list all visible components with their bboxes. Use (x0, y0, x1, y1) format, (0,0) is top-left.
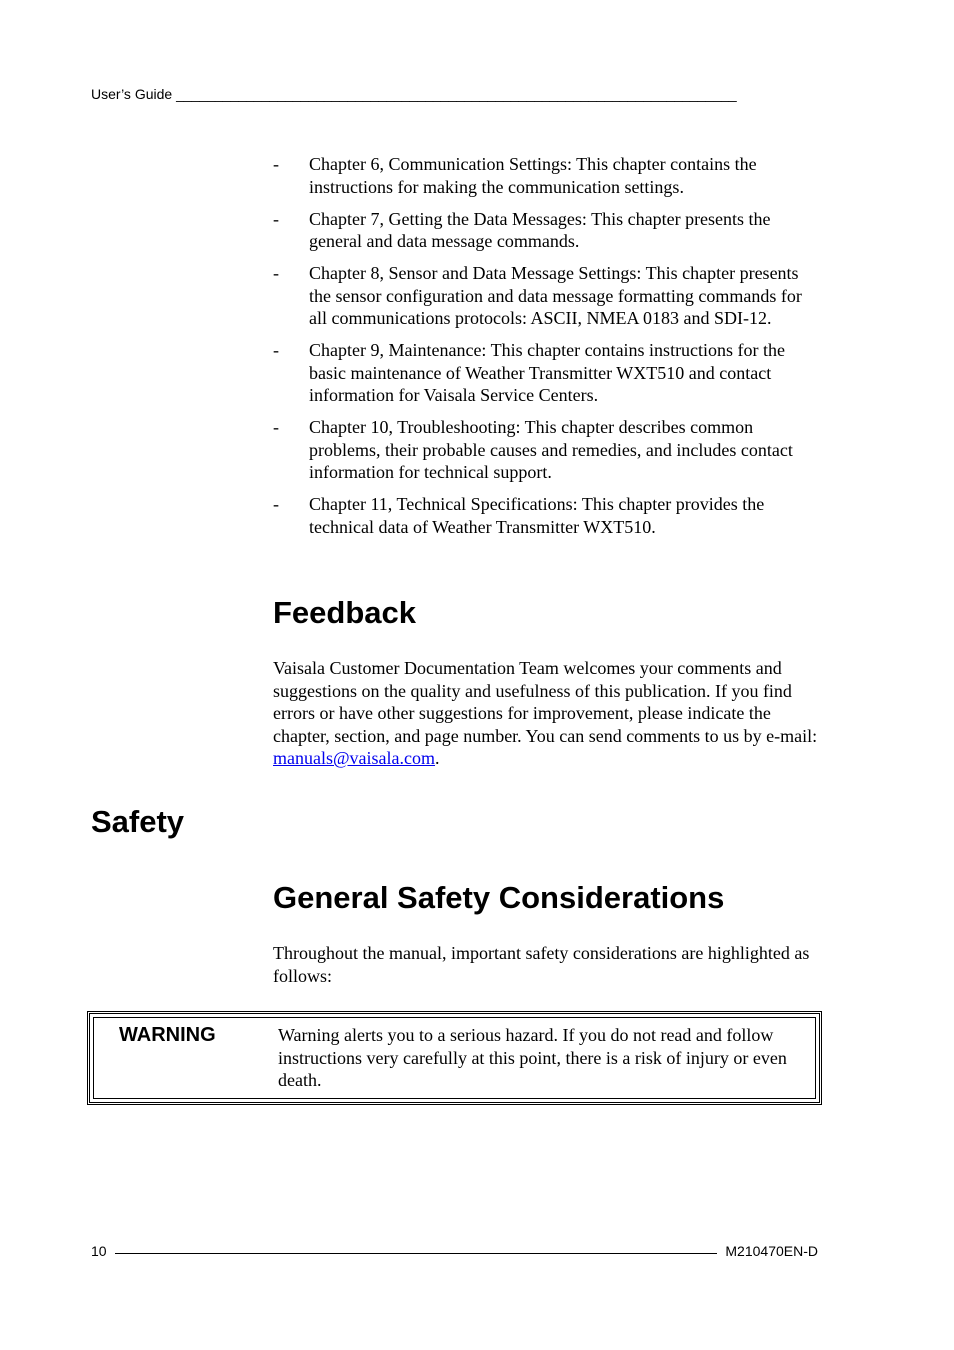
feedback-text: Vaisala Customer Documentation Team welcomes your comments and suggestions on the quality and usefulness of this publication. If you find errors or have other suggestions for improvement, please indicate the chapter, section, and page number. You can send comments to us by e-mail: (273, 658, 818, 746)
list-dash: - (273, 494, 279, 514)
list-dash: - (273, 208, 279, 229)
warning-label: WARNING (119, 1024, 216, 1046)
chapter-list (273, 153, 821, 548)
list-item (273, 493, 821, 538)
footer-rule (115, 1253, 718, 1254)
list-item-text: Chapter 7, Getting the Data Messages: This chapter presents the general and data message commands. (309, 208, 771, 251)
document-id: M210470EN-D (725, 1243, 818, 1259)
list-dash: - (273, 417, 279, 437)
feedback-end: . (435, 748, 440, 768)
list-item (273, 339, 821, 407)
list-item-text: Chapter 10, Troubleshooting: This chapter describes common problems, their probable causes and remedies, and includes contact information for technical support. (309, 417, 793, 482)
running-footer (91, 1243, 818, 1259)
list-dash: - (273, 154, 279, 174)
list-item-text: Chapter 6, Communication Settings: This chapter contains the instructions for making the communication settings. (309, 154, 757, 197)
list-dash: - (273, 340, 279, 360)
list-item-text: Chapter 11, Technical Specifications: This chapter provides the technical data of Weather Transmitter WXT510. (309, 494, 765, 537)
list-item-text: Chapter 9, Maintenance: This chapter contains instructions for the basic maintenance of Weather Transmitter WXT510 and contact information for Vaisala Service Centers. (309, 340, 786, 405)
warning-box (87, 1011, 822, 1105)
list-item (273, 416, 821, 484)
safety-heading: Safety (91, 804, 185, 839)
list-item (273, 153, 821, 198)
page-number: 10 (91, 1243, 107, 1259)
running-header: User’s Guide ________________________________________________________________________ (91, 86, 737, 102)
email-link[interactable]: manuals@vaisala.com (273, 748, 436, 768)
feedback-paragraph (273, 657, 821, 770)
general-safety-heading: General Safety Considerations (273, 880, 725, 915)
list-item-text: Chapter 8, Sensor and Data Message Settings: This chapter presents the sensor configuration and data message formatting commands for all communications protocols: ASCII, NMEA 0183 and SDI-12. (309, 263, 802, 328)
list-dash: - (273, 263, 279, 283)
list-item (273, 262, 821, 330)
list-item (273, 208, 821, 253)
general-safety-paragraph: Throughout the manual, important safety considerations are highlighted as follows: (273, 943, 810, 986)
warning-text: Warning alerts you to a serious hazard. If you do not read and follow instructions very carefully at this point, there is a risk of injury or even death. (278, 1025, 787, 1090)
feedback-heading: Feedback (273, 595, 417, 630)
